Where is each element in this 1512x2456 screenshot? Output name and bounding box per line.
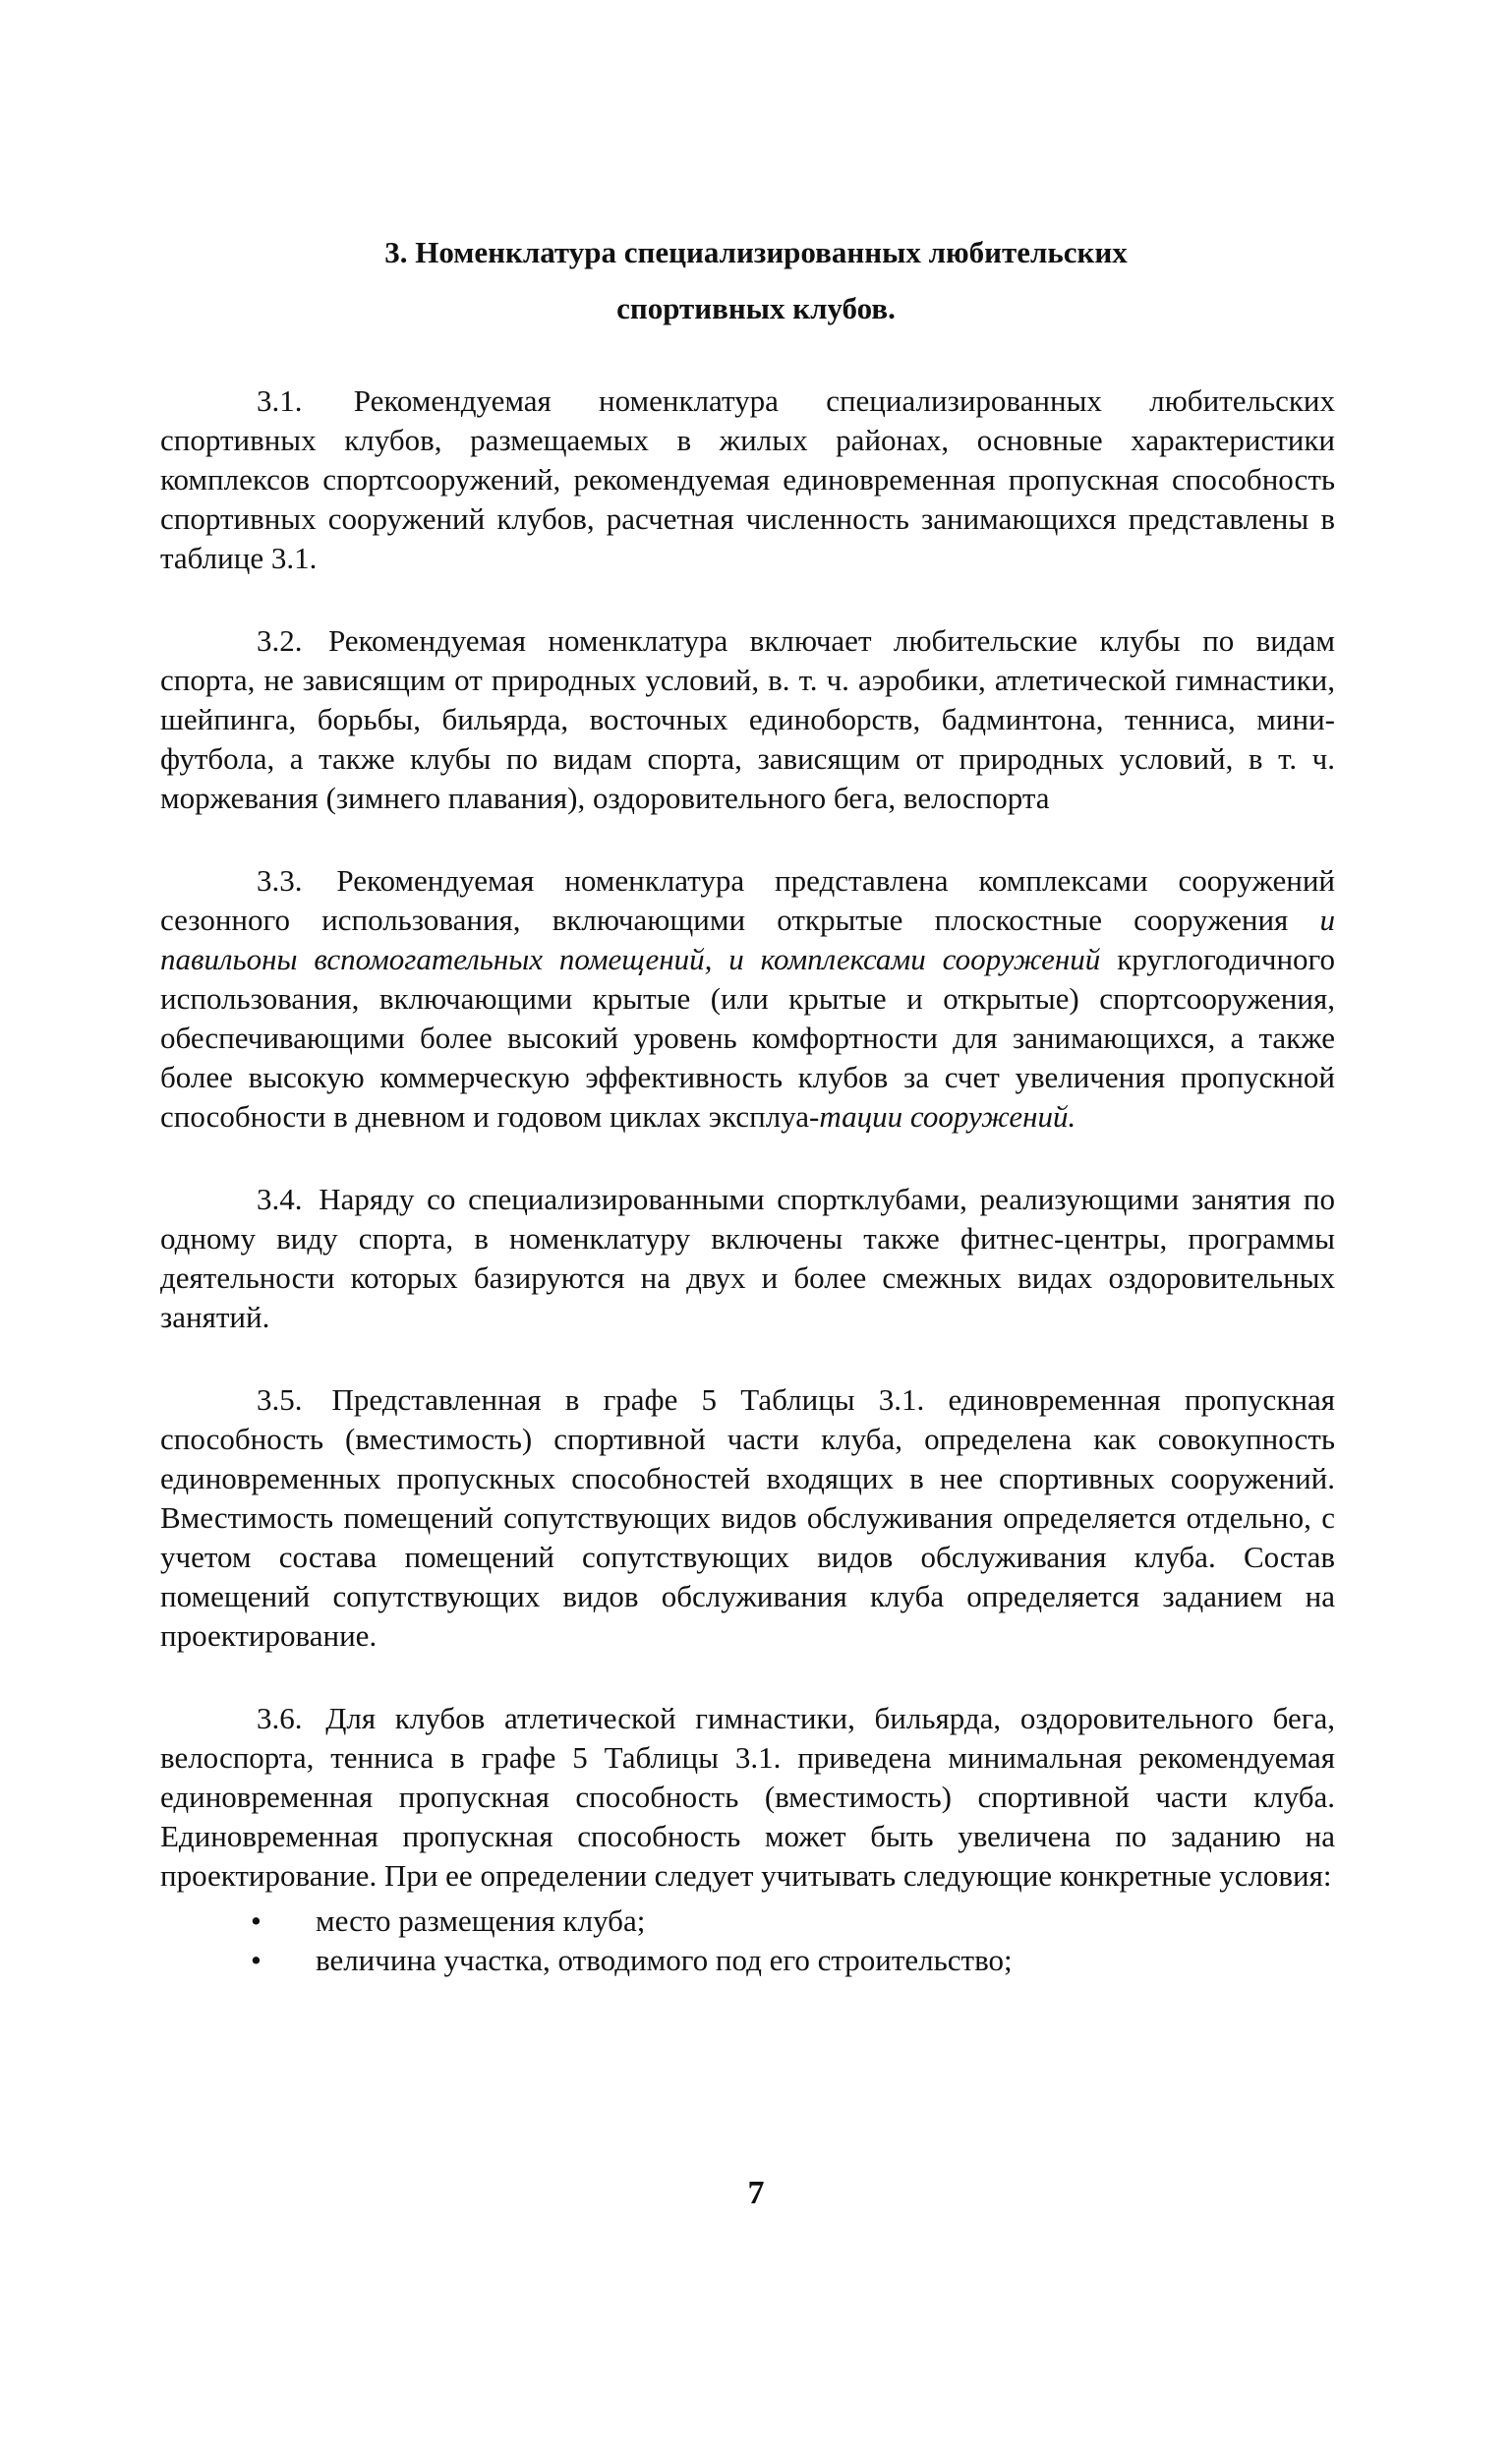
paragraph-number: 3.3. (257, 863, 303, 898)
paragraph-number: 3.1. (257, 383, 303, 418)
paragraph-number: 3.5. (257, 1382, 303, 1417)
paragraph-3-4 (160, 1180, 1335, 1337)
page-number: 7 (747, 2175, 765, 2211)
section-title-line-1: 3. Номенклатура специализированных любительских (384, 235, 1128, 269)
paragraph-3-6 (160, 1699, 1335, 1896)
section-title (157, 224, 1355, 336)
paragraph-text-italic: тации сооружений. (819, 1099, 1076, 1134)
section-title-line-2: спортивных клубов. (616, 291, 896, 325)
list-item-text: величина участка, отводимого под его строительство; (316, 1943, 1013, 1977)
paragraph-text-italic: и павильоны вспомогательных помещений, (160, 903, 1336, 976)
paragraph-text: Представленная в графе 5 Таблицы 3.1. единовременная пропускная способность (вместимость) спортивной части клуба, определена как совокупность единовременных пропускных способностей входящих в нее спортивных сооружений. Вместимость помещений сопутствующих видов обслуживания определяется отдельно, с учетом состава помещений сопутствующих видов обслуживания клуба. Состав помещений сопутствующих видов обслуживания клуба определяется заданием на проектирование. (160, 1382, 1335, 1653)
paragraph-text: Рекомендуемая номенклатура включает любительские клубы по видам спорта, не зависящим от природных условий, в. т. ч. аэробики, атлетической гимнастики, шейпинга, борьбы, бильярда, восточных единоборств, бадминтона, тенниса, мини-футбола, а также клубы по видам спорта, зависящим от природных условий, в т. ч. моржевания (зимнего плавания), оздоровительного бега, велоспорта (160, 623, 1336, 815)
paragraph-number: 3.6. (257, 1701, 303, 1735)
paragraph-number: 3.4. (257, 1182, 303, 1216)
paragraph-3-2 (160, 621, 1335, 818)
paragraph-text-italic: сооружений (942, 942, 1101, 976)
paragraph-3-5 (160, 1380, 1335, 1656)
paragraph-text: Для клубов атлетической гимнастики, бильярда, оздоровительного бега, велоспорта, тенниса в графе 5 Таблицы 3.1. приведена минимальная рекомендуемая единовременная пропускная способность (вместимость) спортивной части клуба. Единовременная пропускная способность может быть увеличена по заданию на проектирование. При ее определении следует учитывать следующие конкретные условия: (160, 1701, 1335, 1893)
paragraph-number: 3.2. (257, 623, 303, 658)
list-item (251, 1901, 1335, 1941)
paragraph-text: Рекомендуемая номенклатура представлена комплексами сооружений сезонного использования, включающими открытые плоскостные сооружения (160, 863, 1336, 937)
list-item (251, 1941, 1335, 1980)
body-text (160, 381, 1335, 1980)
conditions-list (160, 1901, 1335, 1980)
paragraph-3-1 (160, 381, 1335, 578)
bullet-icon: • (251, 1943, 262, 1977)
paragraph-text: Рекомендуемая номенклатура специализированных любительских спортивных клубов, размещаемых в жилых районах, основные характеристики комплексов спортсооружений, рекомендуемая единовременная пропускная способность спортивных сооружений клубов, расчетная численность занимающихся представлены в таблице 3.1. (160, 383, 1335, 575)
bullet-icon: • (251, 1903, 262, 1938)
paragraph-3-3 (160, 861, 1335, 1137)
paragraph-text: Наряду со специализированными спортклубами, реализующими занятия по одному виду спорта, в номенклатуру включены также фитнес-центры, программы деятельности которых базируются на двух и более смежных видах оздоровительных занятий. (160, 1182, 1336, 1334)
paragraph-text: круглогодичного использования, включающими крытые (или крытые и открытые) спортсооружения, обеспечивающими более высокий уровень комфортности для занимающихся, а также более высокую коммерческую эффективность клубов за счет увеличения пропускной способности в дневном и годовом циклах эксплуа- (160, 942, 1336, 1134)
list-item-text: место размещения клуба; (316, 1903, 646, 1938)
paragraph-text-italic: и комплексами (728, 942, 926, 976)
